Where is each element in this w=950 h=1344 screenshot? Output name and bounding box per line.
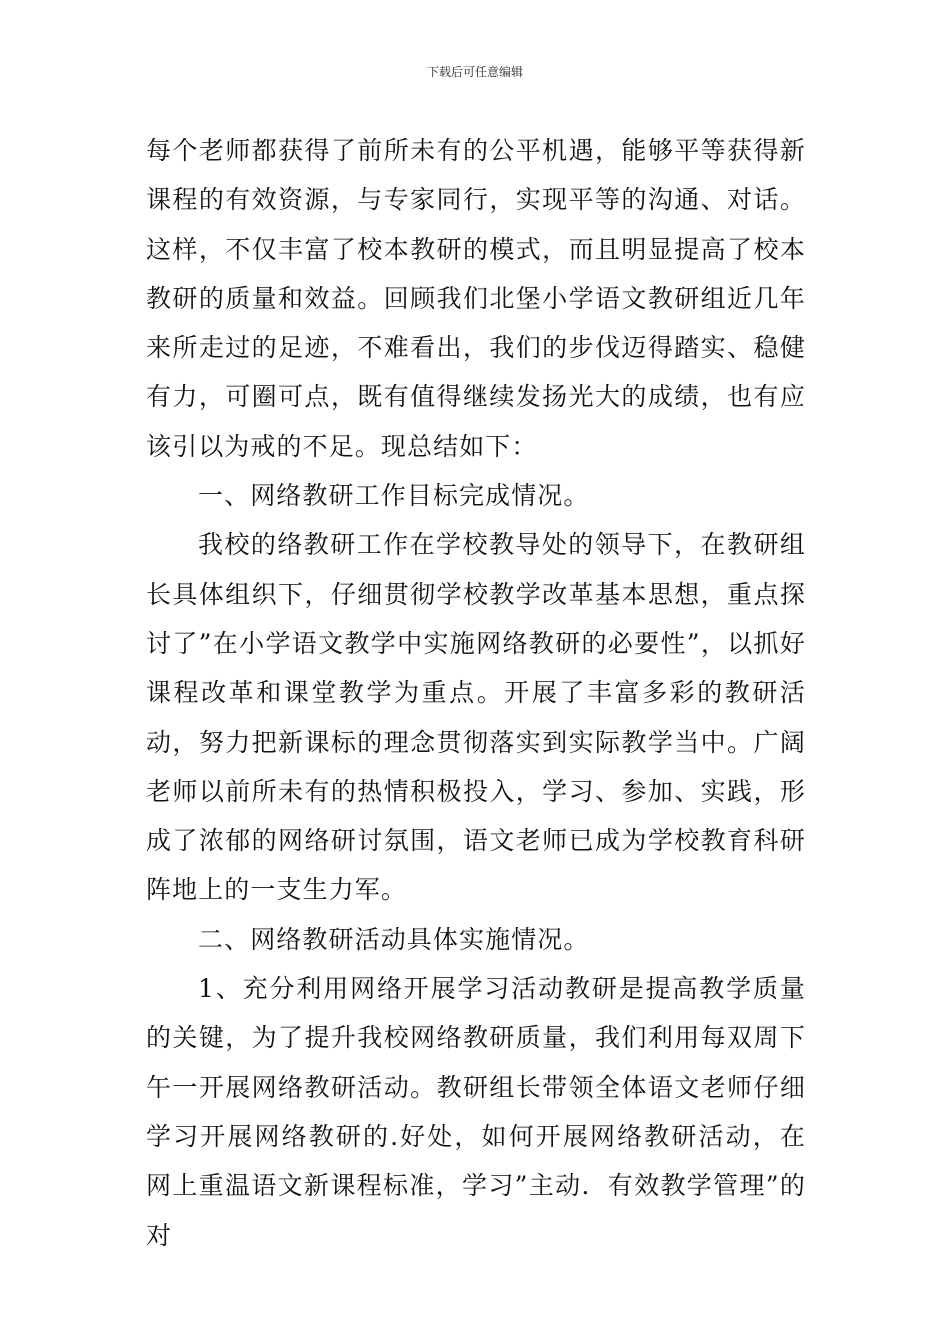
paragraph-section-2-item-1: 1、充分利用网络开展学习活动教研是提高教学质量的关键，为了提升我校网络教研质量，我们利用每双周下午一开展网络教研活动。教研组长带领全体语文老师仔细学习开展网络教研的.好处，如何开展网络教研活动，在网上重温语文新课程标准，学习”主动．有效教学管理”的对	[146, 974, 806, 1250]
section-heading-2: 二、网络教研活动具体实施情况。	[198, 924, 590, 954]
paragraph-continuation: 每个老师都获得了前所未有的公平机遇，能够平等获得新课程的有效资源，与专家同行，实现平等的沟通、对话。这样，不仅丰富了校本教研的模式，而且明显提高了校本教研的质量和效益。回顾我们北堡小学语文教研组近几年来所走过的足迹，不难看出，我们的步伐迈得踏实、稳健有力，可圈可点，既有值得继续发扬光大的成绩，也有应该引以为戒的不足。现总结如下：	[146, 136, 806, 461]
paragraph-section-1: 我校的络教研工作在学校教导处的领导下，在教研组长具体组织下，仔细贯彻学校教学改革基本思想，重点探讨了”在小学语文教学中实施网络教研的必要性”，以抓好课程改革和课堂教学为重点。开展了丰富多彩的教研活动，努力把新课标的理念贯彻落实到实际教学当中。广阔老师以前所未有的热情积极投入，学习、参加、实践，形成了浓郁的网络研讨氛围，语文老师已成为学校教育科研阵地上的一支生力军。	[146, 530, 806, 905]
section-heading-1: 一、网络教研工作目标完成情况。	[198, 481, 590, 511]
page-header-note: 下载后可任意编辑	[426, 65, 523, 79]
document-body	[146, 126, 806, 1260]
